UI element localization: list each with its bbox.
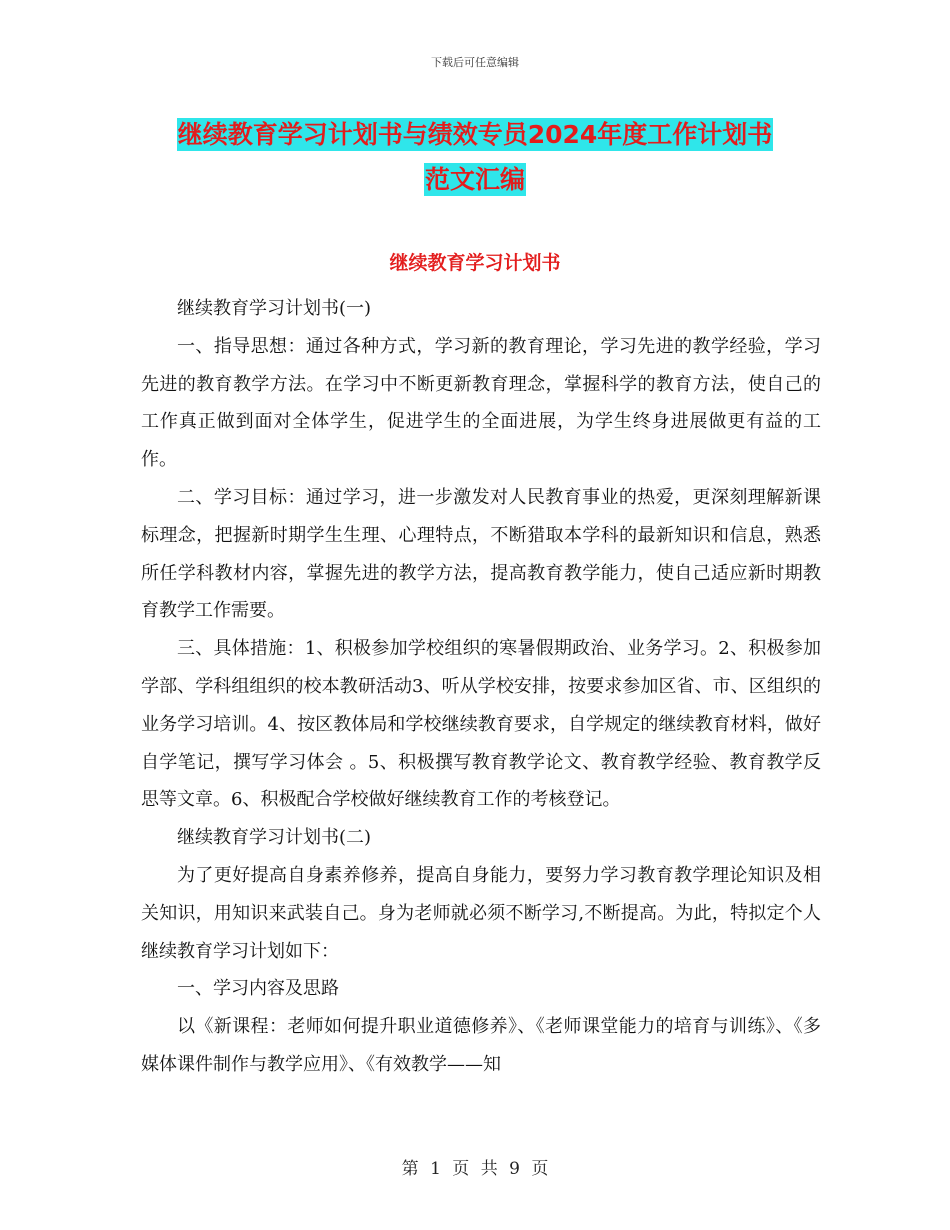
page-header-note: 下载后可任意编辑: [431, 56, 519, 69]
paragraph-plan-two-intro: 为了更好提高自身素养修养，提高自身能力，要努力学习教育教学理论知识及相关知识，用知识来武装自己。身为老师就必须不断学习,不断提高。为此，特拟定个人继续教育学习计划如下：: [141, 864, 821, 962]
paragraph-specific-measures: 三、具体措施：1、积极参加学校组织的寒暑假期政治、业务学习。2、积极参加学部、学科组组织的校本教研活动3、听从学校安排，按要求参加区省、市、区组织的业务学习培训。4、按区教体局和学校继续教育要求，自学规定的继续教育材料，做好自学笔记，撰写学习体会 。5、积极撰写教育教学论文、教育教学经验、教育教学反思等文章。6、积极配合学校做好继续教育工作的考核登记。: [141, 638, 821, 811]
paragraph-plan-two-heading: 继续教育学习计划书(二): [177, 827, 372, 849]
paragraph-guiding-ideology: 一、指导思想：通过各种方式，学习新的教育理论，学习先进的教学经验，学习先进的教育教学方法。在学习中不断更新教育理念，掌握科学的教育方法，使自己的工作真正做到面对全体学生，促进学生的全面进展，为学生终身进展做更有益的工作。: [141, 335, 821, 471]
page-number-footer: 第 1 页 共 9 页: [401, 1159, 549, 1179]
document-title-line-1: 继续教育学习计划书与绩效专员2024年度工作计划书: [177, 120, 773, 149]
section-title: 继续教育学习计划书: [389, 252, 561, 274]
document-title-line-2: 范文汇编: [424, 165, 525, 194]
document-title: [0, 112, 950, 202]
paragraph-learning-content: 以《新课程：老师如何提升职业道德修养》、《老师课堂能力的培育与训练》、《多媒体课件制作与教学应用》、《有效教学——知: [141, 1016, 821, 1075]
document-body: [141, 290, 821, 1084]
paragraph-learning-goals: 二、学习目标：通过学习，进一步激发对人民教育事业的热爱，更深刻理解新课标理念，把握新时期学生生理、心理特点，不断猎取本学科的最新知识和信息，熟悉所任学科教材内容，掌握先进的教学方法，提高教育教学能力，使自己适应新时期教育教学工作需要。: [141, 486, 821, 622]
paragraph-learning-content-heading: 一、学习内容及思路: [177, 978, 339, 1000]
paragraph-plan-one-heading: 继续教育学习计划书(一): [177, 298, 372, 319]
